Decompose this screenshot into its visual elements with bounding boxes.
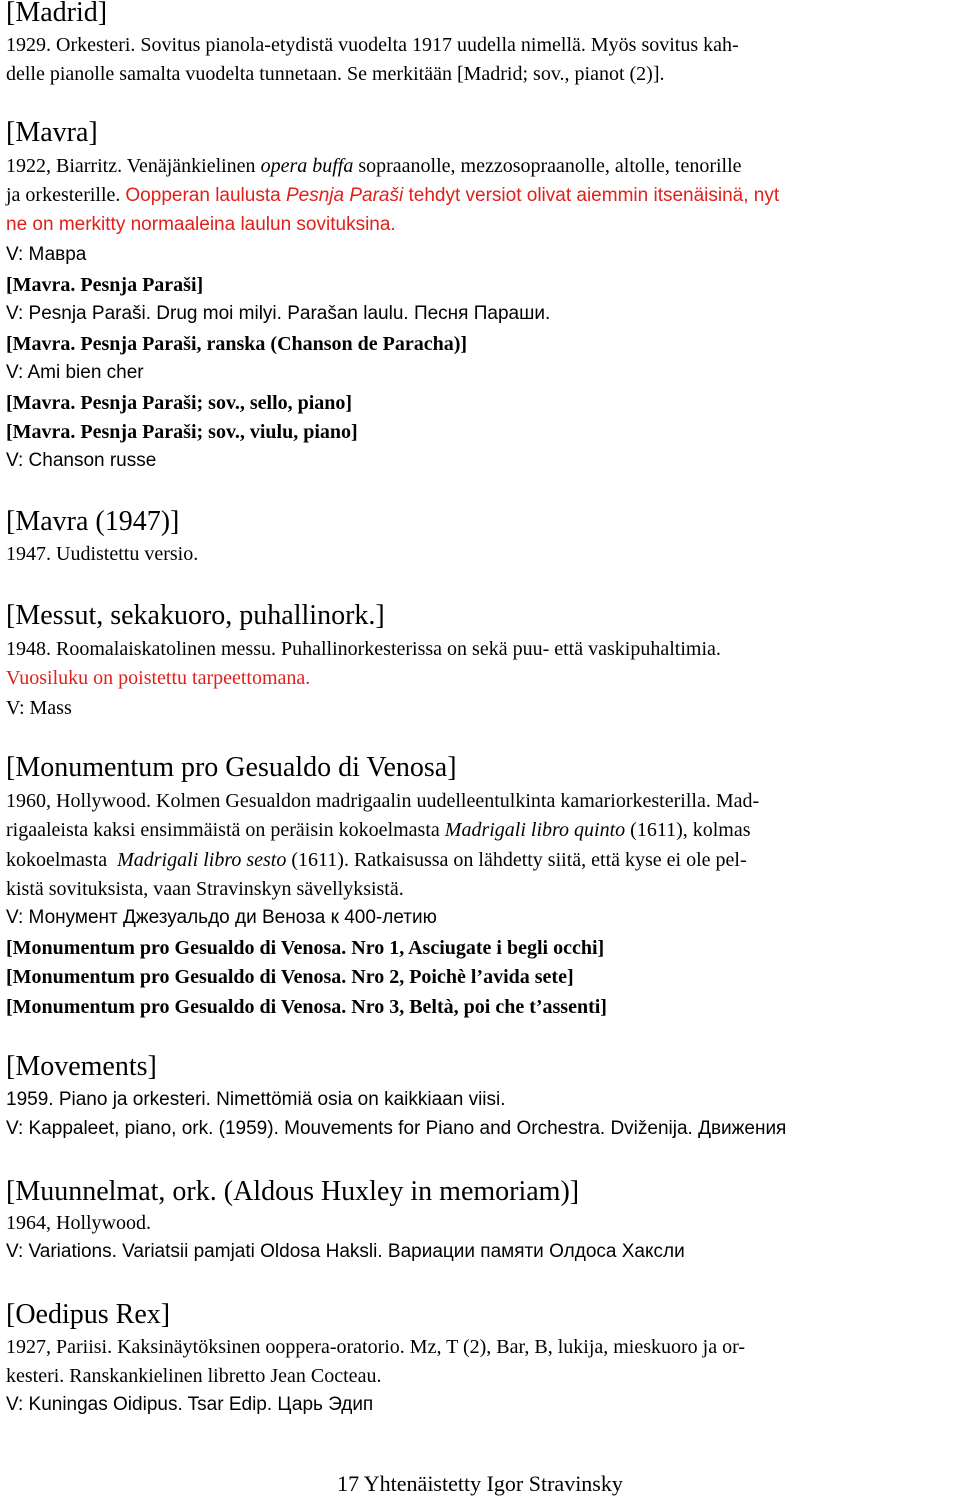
entry-text-line: 1927, Pariisi. Kaksinäytöksinen ooppera-oratorio. Mz, T (2), Bar, B, lukija, mieskuoro ja or- [6,1336,746,1358]
text-run: (1611), kolmas [625,819,751,841]
entry-text-line: 1959. Piano ja orkesteri. Nimettömiä osia on kaikkiaan viisi. [6,1089,506,1110]
entry-text-line [6,154,742,178]
text-run: rigaaleista kaksi ensimmäistä on peräisin kokoelmasta [6,819,445,841]
subentry-line: [Mavra. Pesnja Paraši, ranska (Chanson de Paracha)] [6,333,468,355]
italic-title: Madrigali libro sesto [117,849,287,871]
entry-text-line: 1964, Hollywood. [6,1212,151,1234]
entry-heading-muunnelmat: [Muunnelmat, ork. (Aldous Huxley in memoriam)] [6,1176,580,1207]
variant-line: V: Pesnja Paraši. Drug moi milyi. Parašan laulu. Песня Параши. [6,303,551,324]
note-red: ne on merkitty normaaleina laulun sovituksina. [6,214,396,235]
variant-line: V: Kuningas Oidipus. Tsar Edip. Царь Эдип [6,1394,374,1415]
entry-text-line: kistä sovituksista, vaan Stravinskyn sävellyksistä. [6,878,404,900]
variant-line: V: Ami bien cher [6,362,144,383]
subentry-line: [Monumentum pro Gesualdo di Venosa. Nro 2, Poichè l’avida sete] [6,966,574,988]
entry-text-line: 1948. Roomalaiskatolinen messu. Puhallinorkesterissa on sekä puu- että vaskipuhaltimia. [6,638,721,660]
entry-heading-mavra: [Mavra] [6,117,98,148]
variant-line: V: Chanson russe [6,450,157,471]
entry-text-line [6,848,747,872]
text-run: 1922, Biarritz. Venäjänkielinen [6,155,261,177]
entry-heading-movements: [Movements] [6,1051,157,1082]
page-footer: 17 Yhtenäistetty Igor Stravinsky [337,1471,623,1496]
note-red: Oopperan laulusta [125,185,286,206]
entry-heading-messut: [Messut, sekakuoro, puhallinork.] [6,600,385,631]
entry-text-line: kesteri. Ranskankielinen libretto Jean Cocteau. [6,1365,382,1387]
entry-text-line: 1960, Hollywood. Kolmen Gesualdon madrigaalin uudelleentulkinta kamariorkesterilla. Mad- [6,790,760,812]
entry-text-line: 1947. Uudistettu versio. [6,543,199,565]
entry-heading-mavra-1947: [Mavra (1947)] [6,506,180,537]
variant-line: V: Mass [6,697,72,719]
entry-text-line [6,818,751,842]
variant-line: V: Variations. Variatsii pamjati Oldosa Haksli. Вариации памяти Олдоса Хаксли [6,1241,685,1262]
entry-text-line: 1929. Orkesteri. Sovitus pianola-etydistä vuodelta 1917 uudella nimellä. Myös sovitus kah- [6,34,739,56]
text-run: kokoelmasta [6,849,118,871]
subentry-line: [Mavra. Pesnja Paraši] [6,274,204,296]
italic-title: opera buffa [260,155,354,177]
subentry-line: [Monumentum pro Gesualdo di Venosa. Nro 3, Beltà, poi che t’assenti] [6,996,607,1018]
variant-line: V: Монумент Джезуальдо ди Веноза к 400-летию [6,907,437,928]
subentry-line: [Mavra. Pesnja Paraši; sov., viulu, piano] [6,421,358,443]
variant-line: V: Kappaleet, piano, ork. (1959). Mouvements for Piano and Orchestra. Dviženija. Движения [6,1118,787,1139]
subentry-line: [Monumentum pro Gesualdo di Venosa. Nro 1, Asciugate i begli occhi] [6,937,605,959]
italic-title: Madrigali libro quinto [444,819,626,841]
entry-heading-oedipus-rex: [Oedipus Rex] [6,1299,171,1330]
text-run: (1611). Ratkaisussa on lähdetty siitä, että kyse ei ole pel- [286,849,747,871]
note-red-italic: Pesnja Paraši [285,185,404,206]
subentry-line: [Mavra. Pesnja Paraši; sov., sello, piano] [6,392,353,414]
text-run: sopraanolle, mezzosopraanolle, altolle, tenorille [353,155,742,177]
variant-line: V: Мавра [6,244,87,265]
entry-text-line [6,183,779,208]
note-red: tehdyt versiot olivat aiemmin itsenäisinä, nyt [403,185,780,206]
entry-heading-madrid: [Madrid] [6,0,108,28]
entry-heading-monumentum: [Monumentum pro Gesualdo di Venosa] [6,752,457,783]
entry-text-line: delle pianolle samalta vuodelta tunnetaan. Se merkitään [Madrid; sov., pianot (2)]. [6,63,665,85]
text-run: ja orkesterille. [6,184,126,206]
note-red: Vuosiluku on poistettu tarpeettomana. [6,667,311,689]
